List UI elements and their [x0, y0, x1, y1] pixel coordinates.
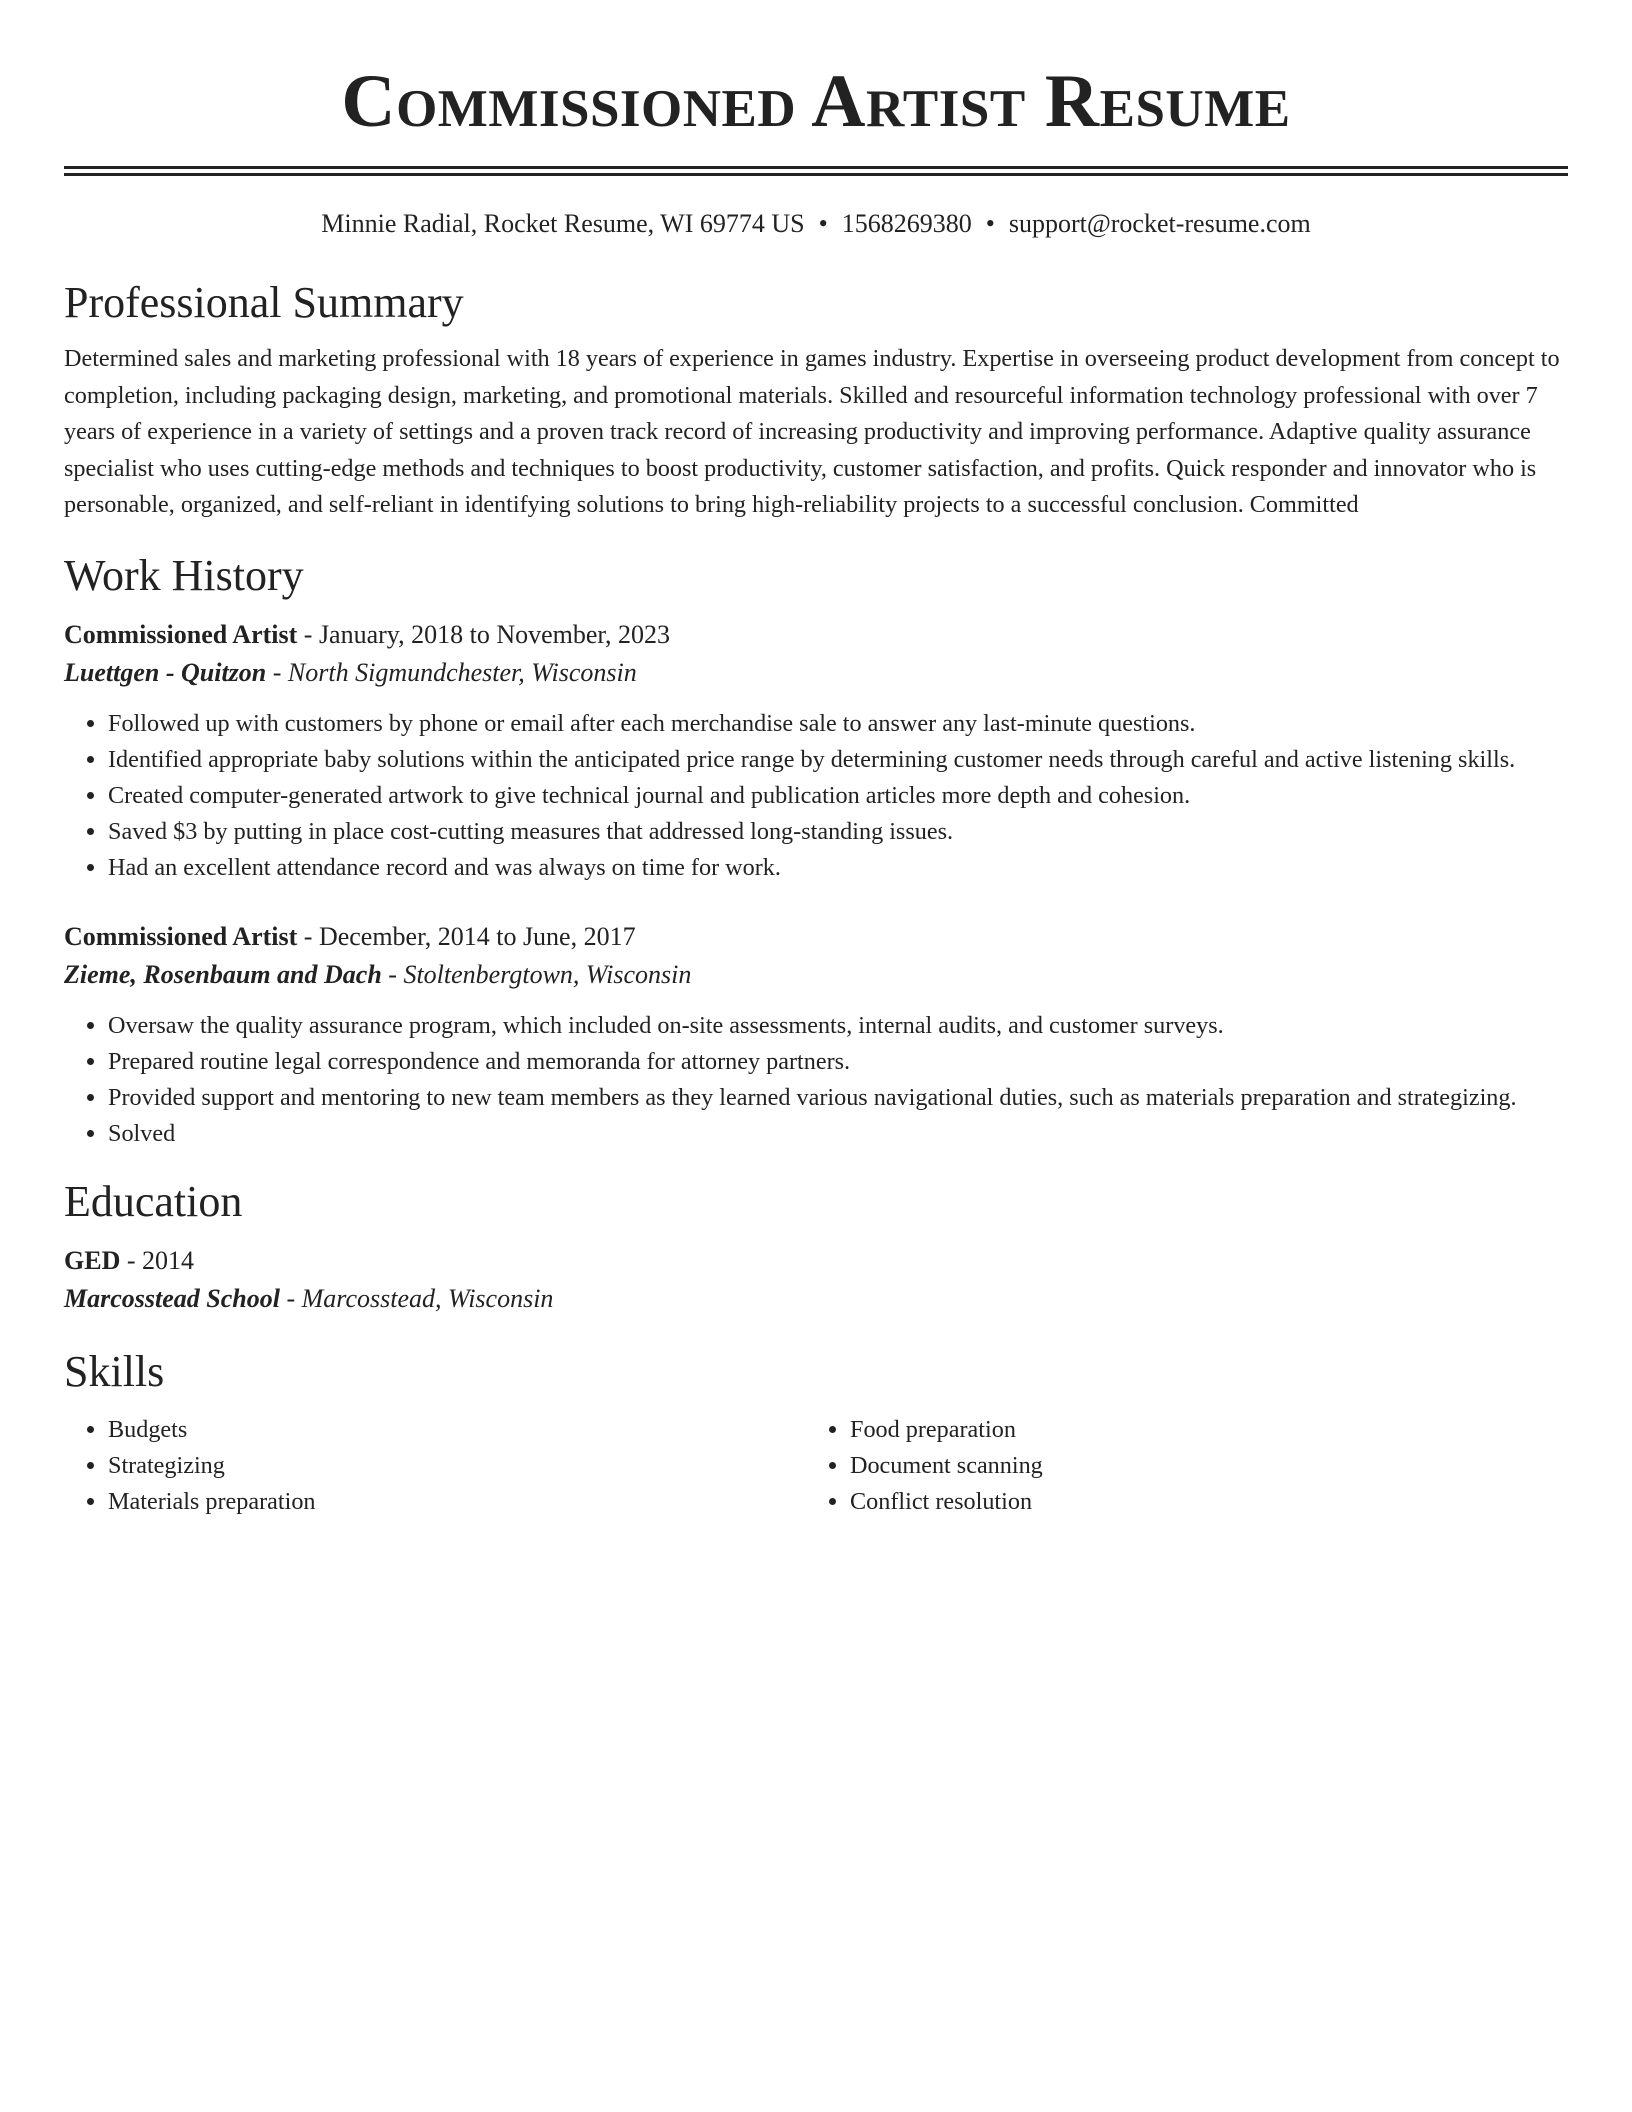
school-location: - Marcosstead, Wisconsin: [279, 1283, 554, 1313]
job-duties-list: [64, 706, 1568, 886]
education-heading: Education: [64, 1176, 243, 1226]
contact-line: [64, 207, 1568, 241]
skills-grid: [64, 1412, 1568, 1520]
list-item: • Provided support and mentoring to new team members as they learned various navigational duties, such as materials preparation and strategizing.: [108, 1080, 1568, 1116]
contact-phone: 1568269380: [841, 209, 972, 238]
school-name: Marcosstead School: [64, 1283, 280, 1313]
contact-email: support@rocket-resume.com: [1008, 209, 1311, 238]
contact-separator: •: [985, 209, 995, 238]
list-item: • Prepared routine legal correspondence and memoranda for attorney partners.: [108, 1044, 1568, 1080]
skills-list-left: [64, 1412, 806, 1520]
degree-year: - 2014: [120, 1245, 195, 1275]
job-dates: - January, 2018 to November, 2023: [297, 619, 671, 649]
degree: GED: [64, 1245, 121, 1275]
summary-text: Determined sales and marketing professional with 18 years of experience in games industry. Expertise in overseeing product development from concept to completion, including packaging design, marketing, and promotional materials. Skilled and resourceful information technology professional with over 7 years of experience in a variety of settings and a proven track record of increasing productivity and improving performance. Adaptive quality assurance specialist who uses cutting-edge methods and techniques to boost productivity, customer satisfaction, and profits. Quick responder and innovator who is personable, organized, and self-reliant in identifying solutions to bring high-reliability projects to a successful conclusion. Committed: [64, 345, 1560, 518]
work-history-heading: Work History: [64, 550, 304, 600]
company-location: - Stoltenbergtown, Wisconsin: [381, 959, 692, 989]
title-divider: [64, 166, 1568, 176]
list-item: • Food preparation: [850, 1412, 1548, 1448]
company-line: [64, 654, 1568, 692]
summary-heading: Professional Summary: [64, 278, 464, 327]
company-line: [64, 956, 1568, 994]
list-item: • Budgets: [108, 1412, 806, 1448]
list-item: • Saved $3 by putting in place cost-cutting measures that addressed long-standing issues.: [108, 814, 1568, 850]
school-line: [64, 1280, 1568, 1318]
list-item: • Document scanning: [850, 1448, 1548, 1484]
skills-heading: Skills: [64, 1346, 165, 1396]
job-title-line: [64, 918, 1568, 956]
list-item: • Identified appropriate baby solutions within the anticipated price range by determining customer needs through careful and active listening skills.: [108, 742, 1568, 778]
job-title: Commissioned Artist: [64, 619, 298, 649]
list-item: • Created computer-generated artwork to give technical journal and publication articles more depth and cohesion.: [108, 778, 1568, 814]
skills-list-right: [806, 1412, 1548, 1520]
list-item: • Oversaw the quality assurance program, which included on-site assessments, internal audits, and customer surveys.: [108, 1008, 1568, 1044]
list-item: • Conflict resolution: [850, 1484, 1548, 1520]
list-item: • Followed up with customers by phone or email after each merchandise sale to answer any last-minute questions.: [108, 706, 1568, 742]
job-title: Commissioned Artist: [64, 921, 298, 951]
list-item: • Had an excellent attendance record and was always on time for work.: [108, 850, 1568, 886]
contact-separator: •: [818, 209, 828, 238]
job-dates: - December, 2014 to June, 2017: [297, 921, 636, 951]
contact-address: Minnie Radial, Rocket Resume, WI 69774 US: [321, 209, 805, 238]
education-entry: [64, 1242, 1568, 1318]
degree-line: [64, 1242, 1568, 1280]
list-item: • Strategizing: [108, 1448, 806, 1484]
job-entry: [64, 616, 1568, 886]
company-name: Zieme, Rosenbaum and Dach: [64, 959, 382, 989]
company-location: - North Sigmundchester, Wisconsin: [266, 657, 637, 687]
resume-title: Commissioned Artist Resume: [341, 60, 1291, 143]
job-duties-list: [64, 1008, 1568, 1152]
job-entry: [64, 918, 1568, 1152]
company-name: Luettgen - Quitzon: [64, 657, 267, 687]
list-item: • Solved: [108, 1116, 1568, 1152]
job-title-line: [64, 616, 1568, 654]
list-item: • Materials preparation: [108, 1484, 806, 1520]
